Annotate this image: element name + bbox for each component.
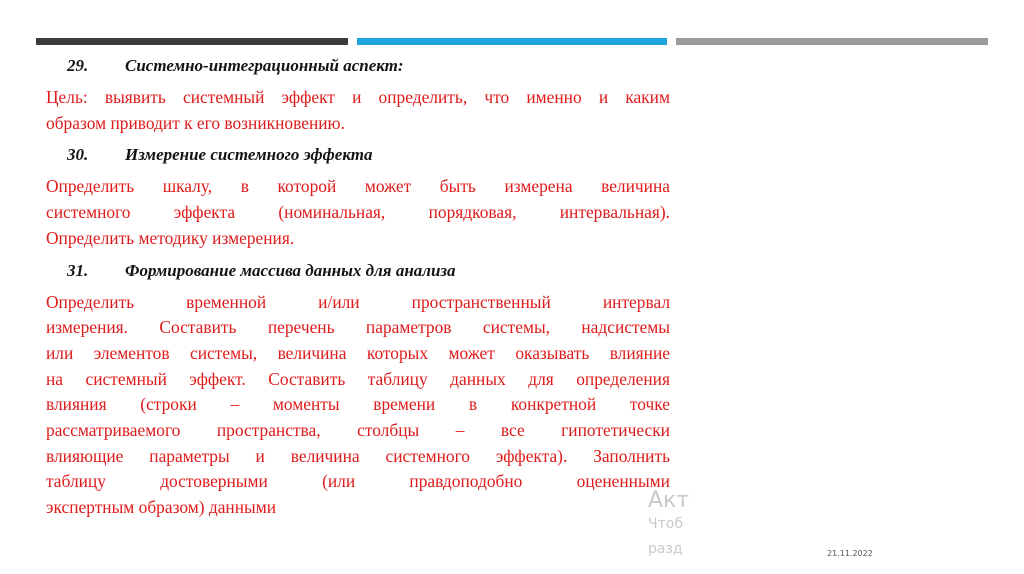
text-line: экспертным образом) данными [46,497,277,518]
activation-watermark-line: Чтоб [648,516,683,532]
item-heading-31 [46,260,670,282]
item-heading-30 [46,144,670,166]
text-line: образом приводит к его возникновению. [46,112,345,133]
text-line: Определить методику измерения. [46,227,295,248]
item-title: Формирование массива данных для анализа [125,260,456,280]
item-heading-29 [46,55,670,77]
top-bar-dark [36,38,348,45]
item-number: 29. [67,56,89,75]
activation-watermark-line: Акт [648,488,690,513]
slide-date: 21.11.2022 [827,549,873,558]
item-number: 31. [67,260,89,280]
slide-content [46,52,690,529]
text-line: рассматриваемого пространства, столбцы – все гипотетически [46,420,670,441]
activation-watermark-line: разд [648,541,683,557]
text-line: системного эффекта (номинальная, порядковая, интервальная). [46,202,670,223]
item-text-31 [46,290,690,521]
text-line: влияния (строки – моменты времени в конкретной точке [46,394,670,415]
top-bar-blue [357,38,667,45]
item-title: Измерение системного эффекта [125,145,373,165]
item-number: 30. [67,145,89,165]
top-bar-grey [676,38,988,45]
text-line: Определить временной и/или пространственный интервал [46,291,670,312]
text-line: измерения. Составить перечень параметров системы, надсистемы [46,317,670,338]
text-line: на системный эффект. Составить таблицу данных для определения [46,368,670,389]
item-text-29 [46,85,670,136]
text-line: или элементов системы, величина которых может оказывать влияние [46,342,670,363]
text-line: влияющие параметры и величина системного эффекта). Заполнить [46,445,670,466]
item-text-30 [46,174,670,251]
text-line: таблицу достоверными (или правдоподобно оцененными [46,471,670,492]
text-line: Цель: выявить системный эффект и определить, что именно и каким [46,87,670,107]
text-line: Определить шкалу, в которой может быть измерена величина [46,176,670,197]
item-title: Системно-интеграционный аспект: [125,56,404,75]
